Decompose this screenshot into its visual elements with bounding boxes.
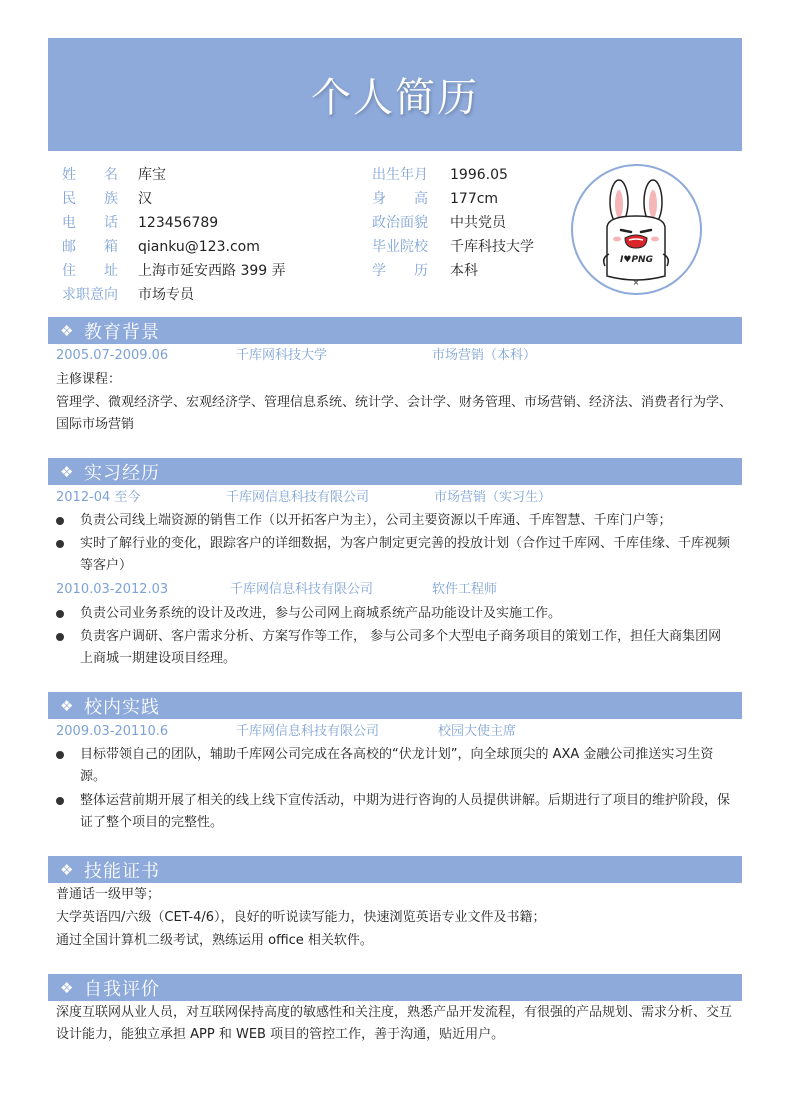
info-value: 123456789 xyxy=(138,215,219,231)
list-item xyxy=(56,510,732,532)
info-label: 政治面貌 xyxy=(372,215,428,231)
bullet-text: 负责公司线上端资源的销售工作（以开拓客户为主），公司主要资源以千库通、千库智慧、千库门户等； xyxy=(80,513,672,528)
info-value: 177cm xyxy=(450,191,499,207)
section-education-header xyxy=(48,317,742,344)
section-title: 实习经历 xyxy=(84,462,160,484)
cartoon-rabbit-avatar-icon xyxy=(573,166,700,293)
job-row xyxy=(56,487,552,509)
job-company: 千库网信息科技有限公司 xyxy=(230,582,374,597)
section-skills-header xyxy=(48,856,742,883)
courses-label: 主修课程： xyxy=(56,372,122,387)
bullet-icon xyxy=(56,797,64,805)
diamond-icon: ❖ xyxy=(60,696,74,715)
skill-line: 普通话一级甲等； xyxy=(56,887,161,902)
info-value: 本科 xyxy=(450,263,478,279)
info-label: 姓 名 xyxy=(62,167,118,183)
avatar xyxy=(571,164,702,295)
diamond-icon: ❖ xyxy=(60,462,74,481)
job-position: 软件工程师 xyxy=(432,582,498,597)
job-company: 千库网信息科技有限公司 xyxy=(226,490,370,505)
bullet-icon xyxy=(56,540,64,548)
diamond-icon: ❖ xyxy=(60,860,74,879)
campus-role: 校园大使主席 xyxy=(438,724,517,739)
job-period: 2012-04 至今 xyxy=(56,490,141,505)
section-title: 自我评价 xyxy=(84,978,160,1000)
info-label: 毕业院校 xyxy=(372,239,428,255)
skill-line: 大学英语四/六级（CET-4/6），良好的听说读写能力，快速浏览英语专业文件及书籍； xyxy=(56,910,546,925)
avatar-text: I♥PNG xyxy=(620,255,653,265)
info-label: 学 历 xyxy=(372,263,428,279)
info-value: 汉 xyxy=(138,191,152,207)
bullet-text: 整体运营前期开展了相关的线上线下宣传活动，中期为进行咨询的人员提供讲解。后期进行了项目的维护阶段，保证了整个项目的完整性。 xyxy=(80,793,731,830)
list-item xyxy=(56,626,732,670)
section-internship-header xyxy=(48,458,742,485)
education-period: 2005.07-2009.06 xyxy=(56,348,169,363)
info-label: 邮 箱 xyxy=(62,239,118,255)
education-major: 市场营销（本科） xyxy=(432,348,537,363)
campus-row xyxy=(56,721,517,743)
bullet-text: 实时了解行业的变化，跟踪客户的详细数据，为客户制定更完善的投放计划（合作过千库网、千库佳缘、千库视频等客户） xyxy=(80,536,731,573)
bullet-text: 目标带领自己的团队，辅助千库网公司完成在各高校的“伏龙计划”，向全球顶尖的 AXA 金融公司推送实习生资源。 xyxy=(80,747,714,784)
list-item xyxy=(56,744,732,788)
job-position: 市场营销（实习生） xyxy=(434,490,552,505)
info-label: 求职意向 xyxy=(62,287,118,303)
campus-org: 千库网信息科技有限公司 xyxy=(236,724,380,739)
self-eval-text: 深度互联网从业人员，对互联网保持高度的敏感性和关注度，熟悉产品开发流程，有很强的产品规划、需求分析、交互设计能力，能独立承担 APP 和 WEB 项目的管控工作，善于沟通，贴近用户。 xyxy=(56,1005,733,1042)
job-period: 2010.03-2012.03 xyxy=(56,582,169,597)
info-label: 民 族 xyxy=(62,191,118,207)
job-row xyxy=(56,579,498,601)
campus-period: 2009.03-20110.6 xyxy=(56,724,169,739)
education-school: 千库网科技大学 xyxy=(236,348,328,363)
section-campus-header xyxy=(48,692,742,719)
education-row xyxy=(56,345,537,367)
list-item xyxy=(56,603,732,625)
courses-text: 管理学、微观经济学、宏观经济学、管理信息系统、统计学、会计学、财务管理、市场营销、经济法、消费者行为学、国际市场营销 xyxy=(56,395,733,432)
info-label: 身 高 xyxy=(372,191,428,207)
info-value: 中共党员 xyxy=(450,215,506,231)
section-title: 校内实践 xyxy=(84,696,160,718)
section-self-eval-header xyxy=(48,974,742,1001)
bullet-icon xyxy=(56,633,64,641)
info-value: 库宝 xyxy=(138,167,166,183)
skill-line: 通过全国计算机二级考试，熟练运用 office 相关软件。 xyxy=(56,933,373,948)
bullet-text: 负责客户调研、客户需求分析、方案写作等工作， 参与公司多个大型电子商务项目的策划工作，担任大商集团网上商城一期建设项目经理。 xyxy=(80,629,722,666)
diamond-icon: ❖ xyxy=(60,321,74,340)
section-title: 教育背景 xyxy=(84,321,160,343)
info-label: 住 址 xyxy=(62,263,118,279)
bullet-icon xyxy=(56,517,64,525)
page-title: 个人简历 xyxy=(311,75,479,121)
bullet-icon xyxy=(56,751,64,759)
list-item xyxy=(56,533,732,577)
info-value: qianku@123.com xyxy=(138,239,260,255)
info-value: 市场专员 xyxy=(138,287,194,303)
info-value: 上海市延安西路 399 弄 xyxy=(138,263,286,279)
info-label: 电 话 xyxy=(62,215,118,231)
list-item xyxy=(56,790,732,834)
bullet-icon xyxy=(56,610,64,618)
resume-header xyxy=(48,38,742,151)
section-title: 技能证书 xyxy=(84,860,160,882)
bullet-text: 负责公司业务系统的设计及改进，参与公司网上商城系统产品功能设计及实施工作。 xyxy=(80,606,562,621)
info-label: 出生年月 xyxy=(372,167,428,183)
diamond-icon: ❖ xyxy=(60,978,74,997)
svg-text:×: × xyxy=(632,278,640,287)
info-value: 千库科技大学 xyxy=(450,239,534,255)
info-value: 1996.05 xyxy=(450,167,508,183)
